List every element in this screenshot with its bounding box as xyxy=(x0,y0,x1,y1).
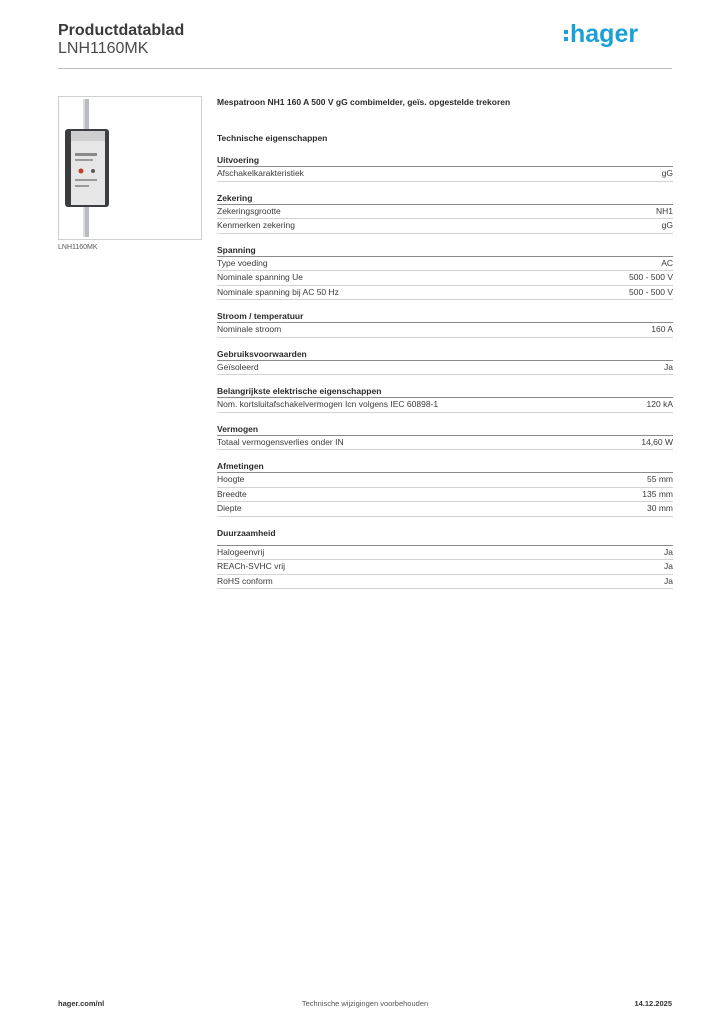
page-title: Productdatablad xyxy=(58,22,185,39)
spec-group xyxy=(217,527,673,590)
footer-notice: Technische wijzigingen voorbehouden xyxy=(301,999,429,1008)
spec-label: Diepte xyxy=(217,503,242,513)
spec-group-title: Belangrijkste elektrische eigenschappen xyxy=(217,385,673,398)
spec-value: Ja xyxy=(664,361,673,372)
spec-value: NH1 xyxy=(655,205,673,216)
spec-row xyxy=(217,488,673,503)
spec-label: Nominale spanning bij AC 50 Hz xyxy=(217,286,339,297)
spec-label: Geïsoleerd xyxy=(217,361,259,372)
spec-label: RoHS conform xyxy=(217,575,273,586)
spec-value: 30 mm xyxy=(647,503,673,513)
spec-value: 120 kA xyxy=(646,399,673,409)
product-description: Mespatroon NH1 160 A 500 V gG combimelder, geïs. opgestelde trekoren xyxy=(217,97,511,107)
spec-row xyxy=(217,286,673,301)
page-header xyxy=(58,22,672,70)
brand-wordmark: hager xyxy=(570,21,639,48)
spec-row xyxy=(217,546,673,561)
spec-value: AC xyxy=(661,257,673,268)
spec-row xyxy=(217,560,673,575)
spec-value: Ja xyxy=(664,546,673,557)
spec-row xyxy=(217,361,673,376)
product-code: LNH1160MK xyxy=(58,40,149,57)
spec-value: Ja xyxy=(664,575,673,586)
spec-row xyxy=(217,257,673,272)
spec-label: Zekeringsgrootte xyxy=(217,205,281,216)
spec-group-title: Duurzaamheid xyxy=(217,527,673,546)
spec-group xyxy=(217,460,673,517)
spec-group-title: Zekering xyxy=(217,192,673,205)
spec-label: Nom. kortsluitafschakelvermogen Icn volgens IEC 60898-1 xyxy=(217,399,439,409)
spec-row xyxy=(217,271,673,286)
spec-value: 135 mm xyxy=(642,488,673,499)
spec-group-title: Uitvoering xyxy=(217,154,673,167)
image-caption: LNH1160MK xyxy=(58,244,98,251)
spec-label: Nominale stroom xyxy=(217,324,282,334)
spec-value: 55 mm xyxy=(647,474,673,484)
spec-label: Afschakelkarakteristiek xyxy=(217,168,304,178)
header-divider xyxy=(58,68,672,69)
spec-value: 160 A xyxy=(651,324,673,334)
spec-group xyxy=(217,192,673,234)
spec-value: 500 - 500 V xyxy=(629,286,673,297)
spec-group-title: Vermogen xyxy=(217,423,673,436)
spec-row xyxy=(217,219,673,234)
spec-label: Nominale spanning Ue xyxy=(217,272,303,282)
spec-value: gG xyxy=(661,168,673,178)
footer-website: hager.com/nl xyxy=(58,999,105,1008)
technical-properties-title: Technische eigenschappen xyxy=(217,133,328,143)
spec-row xyxy=(217,502,673,517)
spec-group xyxy=(217,244,673,301)
spec-label: REACh-SVHC vrij xyxy=(217,561,286,571)
spec-row xyxy=(217,436,673,451)
spec-group-title: Spanning xyxy=(217,244,673,257)
spec-group xyxy=(217,385,673,413)
spec-row xyxy=(217,323,673,338)
spec-row xyxy=(217,205,673,220)
spec-section xyxy=(217,96,673,589)
spec-value: gG xyxy=(661,220,673,230)
product-image xyxy=(58,96,202,240)
spec-group-title: Stroom / temperatuur xyxy=(217,310,673,323)
spec-group xyxy=(217,310,673,338)
footer-date: 14.12.2025 xyxy=(634,999,672,1008)
spec-value: Ja xyxy=(664,561,673,571)
spec-value: 14,60 W xyxy=(641,436,673,447)
spec-groups xyxy=(217,154,673,589)
spec-group xyxy=(217,423,673,451)
spec-group xyxy=(217,154,673,182)
spec-group xyxy=(217,348,673,376)
spec-label: Breedte xyxy=(217,488,247,499)
spec-row xyxy=(217,398,673,413)
spec-row xyxy=(217,473,673,488)
spec-label: Hoogte xyxy=(217,474,245,484)
spec-label: Kenmerken zekering xyxy=(217,220,295,230)
spec-group-title: Gebruiksvoorwaarden xyxy=(217,348,673,361)
spec-value: 500 - 500 V xyxy=(629,272,673,282)
fuse-illustration xyxy=(59,97,201,239)
spec-label: Totaal vermogensverlies onder IN xyxy=(217,436,344,447)
spec-row xyxy=(217,575,673,590)
spec-label: Halogeenvrij xyxy=(217,546,265,557)
hager-logo xyxy=(564,20,654,50)
spec-label: Type voeding xyxy=(217,257,268,268)
spec-group-title: Afmetingen xyxy=(217,460,673,473)
spec-row xyxy=(217,167,673,182)
